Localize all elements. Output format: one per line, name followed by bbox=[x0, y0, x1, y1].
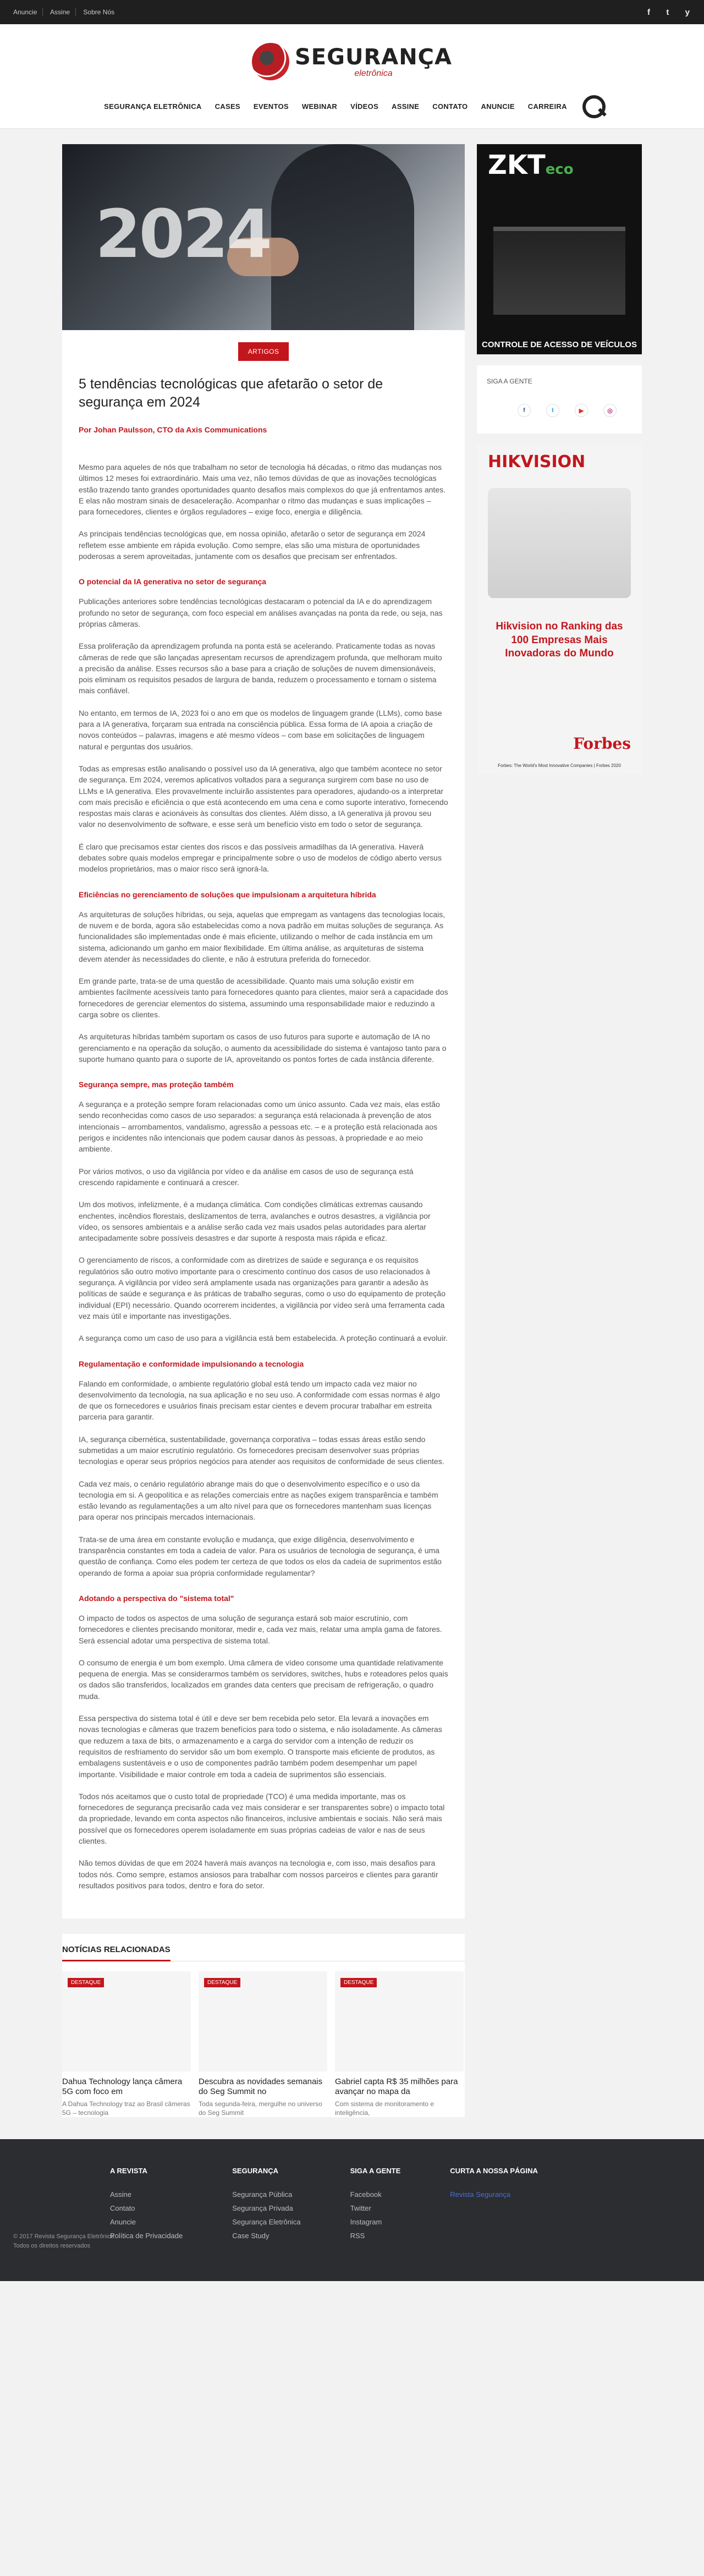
ad-hikvision-text: Hikvision no Ranking das 100 Empresas Mais Inovadoras do Mundo bbox=[496, 621, 623, 660]
article-subheading: O potencial da IA generativa no setor de segurança bbox=[79, 577, 267, 587]
sidebar bbox=[477, 144, 642, 2139]
hero-year-text: 2024 bbox=[95, 196, 270, 273]
footer-link[interactable]: Instagram bbox=[350, 2218, 382, 2227]
article-paragraph: As principais tendências tecnológicas que, em nossa opinião, afetarão o setor de segurança em 2024 refletem esse ambiente em rápida evolução. Como sempre, elas são uma mistura de oportunidades poderosas a serem aproveitadas, juntamente com os desafios que precisam ser enfrentados. bbox=[79, 529, 426, 561]
twitter-icon[interactable]: t bbox=[546, 404, 559, 417]
related-card[interactable] bbox=[335, 1971, 464, 2117]
article-paragraph: Essa perspectiva do sistema total é útil e deve ser bem recebida pelo setor. Ela levará a inovações em novas tecnologias e câmeras que trazem benefícios para todo o sistema, e não isoladamente. As câmeras que reduzem a taxa de bits, o armazenamento e a carga do servidor com a intenção de reduzir os requisitos de resfriamento do servidor são um bom exemplo. O transporte mais eficiente de produtos, as embalagens sustentáveis e o uso de componentes padrão também podem desempenhar um papel importante. Visibilidade e maior controle em toda a cadeia de suprimentos são essenciais. bbox=[79, 1714, 442, 1779]
footer-col-revista bbox=[110, 2167, 183, 2245]
logo-title: SEGURANÇA bbox=[295, 45, 452, 70]
related-news bbox=[62, 1934, 465, 2117]
article-paragraph: É claro que precisamos estar cientes dos riscos e das possíveis armadilhas da IA generativa. Haverá debates sobre quais modelos empregar e principalmente sobre o uso de modelos de código aberto versus modelos proprietários, mas o maior risco será ignorá-la. bbox=[79, 842, 442, 874]
article-paragraph: Um dos motivos, infelizmente, é a mudança climática. Com condições climáticas extremas causando enchentes, incêndios florestais, deslizamentos de terra, avalanches e outros desastres, a vigilância por vídeo, os sensores ambientais e a análise serão cada vez mais usados pelas autoridades para alertar antecipadamente sobre possíveis desastres e dar suporte à resposta mais rápida e eficaz. bbox=[79, 1200, 431, 1243]
nav-item-webinar[interactable]: WEBINAR bbox=[301, 102, 338, 111]
related-card[interactable] bbox=[199, 1971, 327, 2117]
hero-image bbox=[62, 144, 465, 330]
article-paragraph: A segurança como um caso de uso para a vigilância está bem estabelecida. A proteção continuará a evoluir. bbox=[79, 1334, 448, 1343]
related-card[interactable] bbox=[62, 1971, 191, 2117]
footer-link[interactable]: Facebook bbox=[350, 2190, 382, 2199]
nav-item-seguranca-eletronica[interactable]: SEGURANÇA ELETRÔNICA bbox=[104, 102, 202, 111]
ad-gate-shape bbox=[493, 227, 625, 315]
twitter-icon[interactable]: t bbox=[666, 7, 669, 17]
article-paragraph: IA, segurança cibernética, sustentabilidade, governança corporativa – todas essas áreas estão sendo submetidas a um maior escrutínio regulatório. Os fornecedores precisam desenvolver suas próprias tecnologias e operar seus próprios negócios para atender aos requisitos de conformidade de seus clientes. bbox=[79, 1434, 444, 1466]
content-wrap bbox=[62, 144, 642, 2139]
category-badge[interactable]: ARTIGOS bbox=[238, 342, 289, 361]
related-card-desc: Com sistema de monitoramento e inteligência, bbox=[335, 2100, 435, 2117]
logo-subtitle: eletrônica bbox=[354, 69, 393, 78]
ad-zkteco-caption: CONTROLE DE ACESSO DE VEÍCULOS bbox=[482, 340, 637, 349]
footer-link[interactable]: Segurança Privada bbox=[232, 2204, 293, 2213]
follow-box bbox=[477, 365, 642, 434]
nav-item-assine[interactable]: ASSINE bbox=[392, 102, 420, 111]
footer-link[interactable]: Twitter bbox=[350, 2204, 371, 2213]
article-paragraph: Todas as empresas estão analisando o possível uso da IA generativa, algo que também acontece no setor de segurança. Em 2024, veremos aplicativos voltados para a segurança surgirem com base no uso de LLMs e IA generativa. Eles provavelmente incluirão assistentes para operadores, ajudando-os a interpretar com mais precisão e eficiência o que está acontecendo em uma cena e como suporte interativo, fornecendo respostas mais claras e acionáveis às consultas dos clientes. Além disso, a IA generativa já provou seu valor no desenvolvimento de software, e esse será um benefício visto em todo o setor de segurança. bbox=[79, 764, 448, 829]
ad-forbes-note: Forbes: The World's Most Innovative Companies | Forbes 2020 bbox=[498, 763, 621, 768]
related-thumb[interactable] bbox=[335, 1971, 464, 2071]
youtube-icon[interactable]: y bbox=[685, 7, 690, 17]
article-paragraph: Trata-se de uma área em constante evolução e mudança, que exige diligência, desenvolvimento e transparência constantes em toda a cadeia de valor. Para os usuários de tecnologia de segurança, é uma questão de confiança. Como eles podem ter certeza de que todos os elos da cadeia de suprimentos estão operando de forma a apoiar sua própria conformidade regulamentar? bbox=[79, 1534, 442, 1577]
follow-label: SIGA A GENTE bbox=[487, 377, 532, 385]
article-paragraph: As arquiteturas de soluções híbridas, ou seja, aquelas que empregam as vantagens das tecnologias locais, de nuvem e de borda, agora são estabelecidas como a nova padrão em muitas soluções de segurança. As funcionalidades são implementadas onde é mais eficiente, utilizando o melhor de cada instância em um sistema, adicionando um ganho em maior flexibilidade. Em última análise, as arquiteturas de sistema devem atender às necessidades do cliente, e não à estrutura preferida do fornecedor. bbox=[79, 909, 446, 963]
footer-heading: A REVISTA bbox=[110, 2167, 147, 2175]
ad-cameras-shape bbox=[488, 488, 631, 598]
footer-heading: SIGA A GENTE bbox=[350, 2167, 401, 2175]
article-paragraph: A segurança e a proteção sempre foram relacionadas como um único assunto. Cada vez mais, elas estão sendo reconhecidas como casos de uso separados: a segurança está relacionada à prevenção de atos intencionais – arrombamentos, vandalismo, agressão a pessoas etc. – e a proteção está relacionada aos perigos e incidentes não intencionais que podem causar danos às pessoas, à propriedade e ao meio ambiente. bbox=[79, 1100, 440, 1154]
footer-link[interactable]: Anuncie bbox=[110, 2218, 136, 2227]
footer-link[interactable]: Segurança Eletrônica bbox=[232, 2218, 301, 2227]
article-content bbox=[79, 462, 448, 1891]
related-card-title[interactable]: Dahua Technology lança câmera 5G com foco em bbox=[62, 2077, 183, 2097]
article-paragraph: Não temos dúvidas de que em 2024 haverá mais avanços na tecnologia e, com isso, mais desafios para todos nós. Como sempre, estamos ansiosos para trabalhar com nossos parceiros e clientes para garantir resultados positivos para todos, dentro e fora do setor. bbox=[79, 1859, 438, 1890]
top-link-anuncie[interactable]: Anuncie bbox=[13, 8, 43, 16]
search-icon[interactable] bbox=[580, 93, 607, 119]
top-link-sobre[interactable]: Sobre Nós bbox=[83, 8, 115, 16]
footer-col-seguranca bbox=[232, 2167, 300, 2245]
article-subheading: Eficiências no gerenciamento de soluções que impulsionam a arquitetura híbrida bbox=[79, 890, 376, 899]
article-title: 5 tendências tecnológicas que afetarão o setor de segurança em 2024 bbox=[79, 376, 383, 410]
footer-link[interactable]: Revista Segurança bbox=[450, 2190, 511, 2199]
top-links bbox=[13, 8, 125, 16]
site-header bbox=[0, 24, 704, 129]
related-card-desc: A Dahua Technology traz ao Brasil câmeras 5G – tecnologia bbox=[62, 2100, 190, 2117]
nav-item-anuncie[interactable]: ANUNCIE bbox=[481, 102, 515, 111]
site-footer bbox=[0, 2139, 704, 2281]
article-container bbox=[62, 144, 465, 1919]
facebook-icon[interactable]: f bbox=[647, 7, 650, 17]
article-paragraph: Cada vez mais, o cenário regulatório abrange mais do que o desenvolvimento específico e o uso da tecnologia em si. A geopolítica e as relações comerciais entre as nações exigem transparência e também estão levando as regulamentações a um alto nível para que os fornecedores mantenham suas licenças para operar nos principais mercados internacionais. bbox=[79, 1479, 438, 1522]
facebook-icon[interactable]: f bbox=[518, 404, 531, 417]
ad-zkteco[interactable] bbox=[477, 144, 642, 354]
article-paragraph: Todos nós aceitamos que o custo total de propriedade (TCO) é uma medida importante, mas os fornecedores de segurança precisarão cada vez mais considerar e ser transparentes sobre) o impacto total da propriedade, levando em conta aspectos não financeiros, inclusive ambientais e sociais. Não será mais possível que os fornecedores operem isoladamente em suas próprias cadeias de valor e nas de seus clientes. bbox=[79, 1791, 445, 1846]
article-subheading: Adotando a perspectiva do "sistema total" bbox=[79, 1593, 234, 1603]
ad-zkteco-brand-suffix: eco bbox=[545, 161, 574, 178]
related-tag: DESTAQUE bbox=[204, 1978, 240, 1987]
nav-item-carreira[interactable]: CARREIRA bbox=[527, 102, 567, 111]
nav-item-videos[interactable]: VÍDEOS bbox=[350, 102, 379, 111]
related-tag: DESTAQUE bbox=[68, 1978, 104, 1987]
related-cards bbox=[62, 1961, 465, 2117]
nav-item-contato[interactable]: CONTATO bbox=[432, 102, 468, 111]
ad-hikvision[interactable] bbox=[477, 445, 642, 775]
article-paragraph: Essa proliferação da aprendizagem profunda na ponta está se acelerando. Praticamente todas as novas câmeras de rede que são lançadas apresentam recursos de aprendizagem profunda, que melhoram muito a precisão da análise. Esses recursos são a base para a criação de soluções de nuvem dimensionáveis, pois eliminam os requisitos pesados de largura de banda, reduzem o processamento e tornam o sistema mais confiável. bbox=[79, 642, 442, 695]
article-paragraph: O consumo de energia é um bom exemplo. Uma câmera de vídeo consome uma quantidade relativamente pequena de energia. Mas se considerarmos também os servidores, switches, hubs e roteadores pelos quais os dados são transferidos, localizados em grandes data centers que precisam de refrigeração, o quadro muda. bbox=[79, 1658, 448, 1701]
ad-forbes-logo: Forbes bbox=[573, 735, 631, 753]
main-nav bbox=[0, 93, 704, 119]
instagram-icon[interactable]: ◎ bbox=[603, 404, 617, 417]
nav-item-cases[interactable]: CASES bbox=[215, 102, 240, 111]
article-body bbox=[62, 330, 465, 1919]
ad-hikvision-brand: HIKVISION bbox=[488, 452, 586, 472]
article-byline: Por Johan Paulsson, CTO da Axis Communications bbox=[79, 425, 267, 434]
top-link-assine[interactable]: Assine bbox=[50, 8, 76, 16]
site-logo[interactable] bbox=[252, 43, 452, 80]
related-card-desc: Toda segunda-feira, mergulhe no universo do Seg Summit bbox=[199, 2100, 322, 2117]
logo-mark-icon bbox=[252, 43, 289, 80]
top-social bbox=[633, 8, 690, 17]
main-column bbox=[62, 144, 465, 2139]
ad-zkteco-brand: ZKT bbox=[488, 150, 546, 180]
related-thumb[interactable] bbox=[62, 1971, 191, 2071]
footer-col-curta bbox=[450, 2167, 538, 2245]
article-paragraph: O impacto de todos os aspectos de uma solução de segurança estará sob maior escrutínio, com fornecedores e clientes precisando monitorar, medir e, cada vez mais, relatar uma ampla gama de fatores. Será essencial adotar uma perspectiva de sistema total. bbox=[79, 1613, 442, 1645]
article-paragraph: Em grande parte, trata-se de uma questão de acessibilidade. Quanto mais uma solução existir em ambientes facilmente acessíveis tanto para fornecedores quanto para clientes, maior será a capacidade dos fornecedores de gerenciar elementos do sistema, assumindo uma responsabilidade maior e reduzindo a carga sobre os clientes. bbox=[79, 977, 448, 1019]
article-paragraph: Mesmo para aqueles de nós que trabalham no setor de tecnologia há décadas, o ritmo das mudanças nos últimos 12 meses foi extraordinário. Mais uma vez, não temos dúvidas de que as inovações tecnológicas estão trazendo tanto grandes oportunidades quanto desafios mais complexos do que já enfrentamos antes. E elas não mostram sinais de desaceleração. Acompanhar o ritmo das mudanças e suas implicações – para fornecedores, clientes e órgãos reguladores – exige foco, energia e diligência. bbox=[79, 463, 446, 517]
footer-link[interactable]: Case Study bbox=[232, 2232, 270, 2240]
footer-link[interactable]: Segurança Pública bbox=[232, 2190, 293, 2199]
article-subheading: Regulamentação e conformidade impulsionando a tecnologia bbox=[79, 1359, 304, 1368]
footer-link[interactable]: RSS bbox=[350, 2232, 365, 2240]
related-title: NOTÍCIAS RELACIONADAS bbox=[62, 1945, 170, 1961]
article-paragraph: Por vários motivos, o uso da vigilância por vídeo e da análise em casos de uso de segurança está crescendo rapidamente e continuará a crescer. bbox=[79, 1166, 414, 1187]
footer-col-siga bbox=[350, 2167, 401, 2245]
top-bar bbox=[0, 0, 704, 24]
related-thumb[interactable] bbox=[199, 1971, 327, 2071]
related-tag: DESTAQUE bbox=[340, 1978, 377, 1987]
related-card-title[interactable]: Gabriel capta R$ 35 milhões para avançar no mapa da bbox=[335, 2077, 458, 2097]
article-paragraph: Falando em conformidade, o ambiente regulatório global está tendo um impacto cada vez maior no desenvolvimento da tecnologia, na sua aplicação e no seu uso. A conformidade com essas normas é algo de que os fornecedores e usuários finais precisam estar cientes e devem procurar trabalhar em estreita parceria para garantir. bbox=[79, 1379, 440, 1422]
related-card-title[interactable]: Descubra as novidades semanais do Seg Summit no bbox=[199, 2077, 323, 2097]
footer-link[interactable]: Contato bbox=[110, 2204, 135, 2213]
article-paragraph: As arquiteturas híbridas também suportam os casos de uso futuros para suporte e automação de IA no gerenciamento e na operação da solução, o aumento da acessibilidade do sistema é vantajoso tanto para o suporte humano quanto para o suporte de IA, aproveitando os pontos fortes de cada instância diferente. bbox=[79, 1032, 447, 1064]
copyright: © 2017 Revista Segurança Eletrônica Todos os direitos reservados bbox=[13, 2233, 114, 2249]
footer-link[interactable]: Política de Privacidade bbox=[110, 2232, 183, 2240]
article-paragraph: No entanto, em termos de IA, 2023 foi o ano em que os modelos de linguagem grande (LLMs), como base para a IA generativa, forçaram sua entrada na consciência pública. Essa forma de IA apoia a criação de novos conteúdos – palavras, imagens e até mesmo vídeos – com base em solicitações de linguagem natural e perguntas dos usuários. bbox=[79, 708, 442, 751]
youtube-icon[interactable]: ▶ bbox=[575, 404, 588, 417]
nav-item-eventos[interactable]: EVENTOS bbox=[253, 102, 289, 111]
footer-heading: SEGURANÇA bbox=[232, 2167, 279, 2175]
article-subheading: Segurança sempre, mas proteção também bbox=[79, 1080, 234, 1089]
footer-heading: CURTA A NOSSA PÁGINA bbox=[450, 2167, 538, 2175]
article-paragraph: O gerenciamento de riscos, a conformidade com as diretrizes de saúde e segurança e os requisitos regulatórios são outro motivo importante para o crescimento contínuo dos casos de uso relacionados à segurança. A vigilância por vídeo será amplamente usada nas organizações para garantir a adesão às políticas de saúde e segurança e às práticas de trabalho seguras, como o uso do equipamento de proteção individual (EPI) necessário. Quando ocorrerem incidentes, a vigilância por vídeo será uma ferramenta cada vez mais útil e importante nas investigações. bbox=[79, 1256, 446, 1320]
footer-link[interactable]: Assine bbox=[110, 2190, 132, 2199]
article-paragraph: Publicações anteriores sobre tendências tecnológicas destacaram o potencial da IA e do aprendizagem profundo no setor de segurança, com foco especial em análises avançadas na ponta da rede, ou seja, nas próprias câmeras. bbox=[79, 597, 443, 628]
hero-person-shape bbox=[271, 144, 414, 330]
